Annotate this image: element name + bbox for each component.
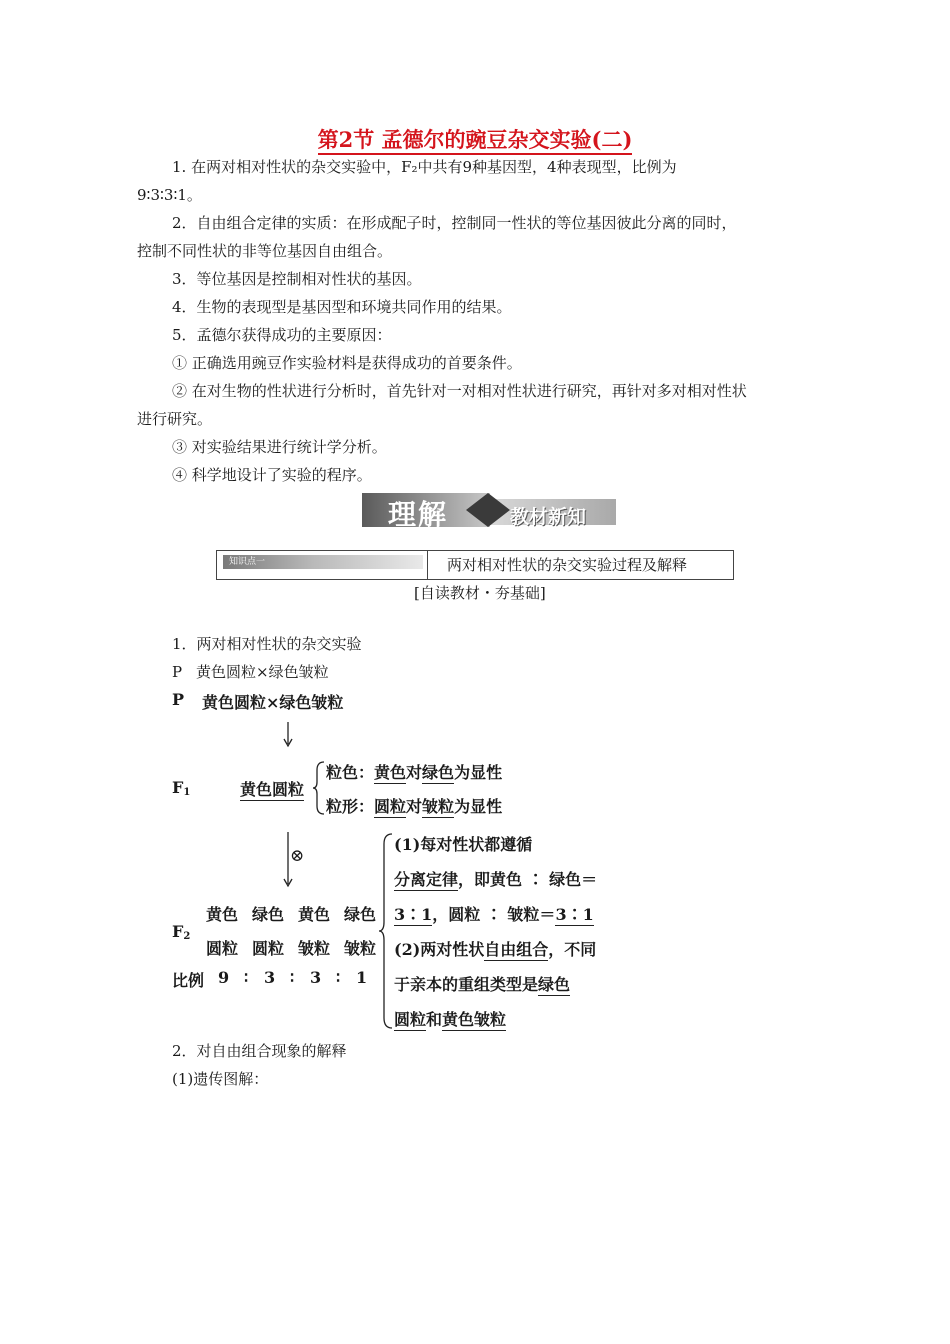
note-1-line-2: 分离定律，即黄色 ∶ 绿色＝ — [394, 870, 598, 889]
summary-line-10: 进行研究。 — [137, 410, 213, 428]
f1-shape-dominance: 粒形：圆粒对皱粒为显性 — [326, 797, 503, 816]
summary-line-3: 2．自由组合定律的实质：在形成配子时，控制同一性状的等位基因彼此分离的同时， — [172, 214, 737, 232]
summary-line-2: 9∶3∶3∶1。 — [137, 186, 202, 204]
summary-line-12: ④ 科学地设计了实验的程序。 — [172, 466, 372, 484]
summary-line-9: ② 在对生物的性状进行分析时，首先针对一对相对性状进行研究，再针对多对相对性状 — [172, 382, 747, 400]
ratio-value: 3 — [264, 968, 276, 987]
note-2-line-3: 圆粒和黄色皱粒 — [394, 1010, 507, 1029]
ratio-separator: ∶ — [336, 968, 341, 987]
p-label: P — [172, 690, 185, 709]
knowledge-point-subtitle: [自读教材・夯基础] — [414, 584, 546, 602]
f1-phenotype: 黄色圆粒 — [240, 780, 305, 799]
summary-line-11: ③ 对实验结果进行统计学分析。 — [172, 438, 387, 456]
note-2-line-1: (2)两对性状自由组合，不同 — [394, 940, 597, 959]
p-line-text: 黄色圆粒×绿色皱粒 — [196, 663, 329, 681]
banner-left-text: 理解 — [388, 498, 449, 531]
knowledge-point-title: 两对相对性状的杂交实验过程及解释 — [447, 556, 688, 574]
arrow-down-icon — [280, 722, 296, 750]
ratio-separator: ∶ — [244, 968, 249, 987]
knowledge-point-tag: 知识点一 — [223, 555, 423, 569]
note-1-line-3: 3∶1，圆粒 ∶ 皱粒＝3∶1 — [394, 905, 594, 924]
ratio-label: 比例 — [172, 971, 205, 990]
ratio-separator: ∶ — [290, 968, 295, 987]
section-heading-1: 1．两对相对性状的杂交实验 — [172, 635, 362, 653]
f2-shape: 皱粒 — [298, 939, 331, 958]
page-title: 第2节 孟德尔的豌豆杂交实验(二) — [0, 124, 950, 154]
p-line-label: P — [172, 663, 183, 681]
f2-color: 黄色 — [298, 905, 331, 924]
summary-line-4: 控制不同性状的非等位基因自由组合。 — [137, 242, 393, 260]
brace-icon — [312, 760, 326, 816]
selfing-symbol: ⊗ — [290, 846, 305, 866]
f2-color: 黄色 — [206, 905, 239, 924]
summary-line-7: 5．孟德尔获得成功的主要原因： — [172, 326, 392, 344]
f1-color-dominance: 粒色：黄色对绿色为显性 — [326, 763, 503, 782]
ratio-value: 3 — [310, 968, 322, 987]
f2-shape: 皱粒 — [344, 939, 377, 958]
summary-line-6: 4．生物的表现型是基因型和环境共同作用的结果。 — [172, 298, 512, 316]
knowledge-point-box — [216, 550, 734, 580]
f2-label: $F_2$ — [172, 922, 191, 942]
f1-label: $F_1$ — [172, 778, 191, 798]
ratio-value: 9 — [218, 968, 230, 987]
f2-shape: 圆粒 — [206, 939, 239, 958]
summary-line-8: ① 正确选用豌豆作实验材料是获得成功的首要条件。 — [172, 354, 522, 372]
note-1-line-1: (1)每对性状都遵循 — [394, 835, 533, 854]
section-2-sub: (1)遗传图解： — [172, 1070, 269, 1088]
note-2-line-2: 于亲本的重组类型是绿色 — [394, 975, 571, 994]
f2-color: 绿色 — [344, 905, 377, 924]
banner-right-text: 教材新知 — [510, 506, 587, 528]
summary-line-5: 3．等位基因是控制相对性状的基因。 — [172, 270, 422, 288]
summary-line-1: 1. 在两对相对性状的杂交实验中，F₂中共有9种基因型，4种表现型，比例为 — [172, 158, 677, 176]
f2-shape: 圆粒 — [252, 939, 285, 958]
f2-color: 绿色 — [252, 905, 285, 924]
p-cross-text: 黄色圆粒×绿色皱粒 — [202, 693, 344, 712]
section-banner — [360, 487, 620, 535]
section-heading-2: 2．对自由组合现象的解释 — [172, 1042, 347, 1060]
ratio-value: 1 — [356, 968, 368, 987]
divider — [427, 551, 428, 579]
brace-icon — [378, 832, 394, 1030]
